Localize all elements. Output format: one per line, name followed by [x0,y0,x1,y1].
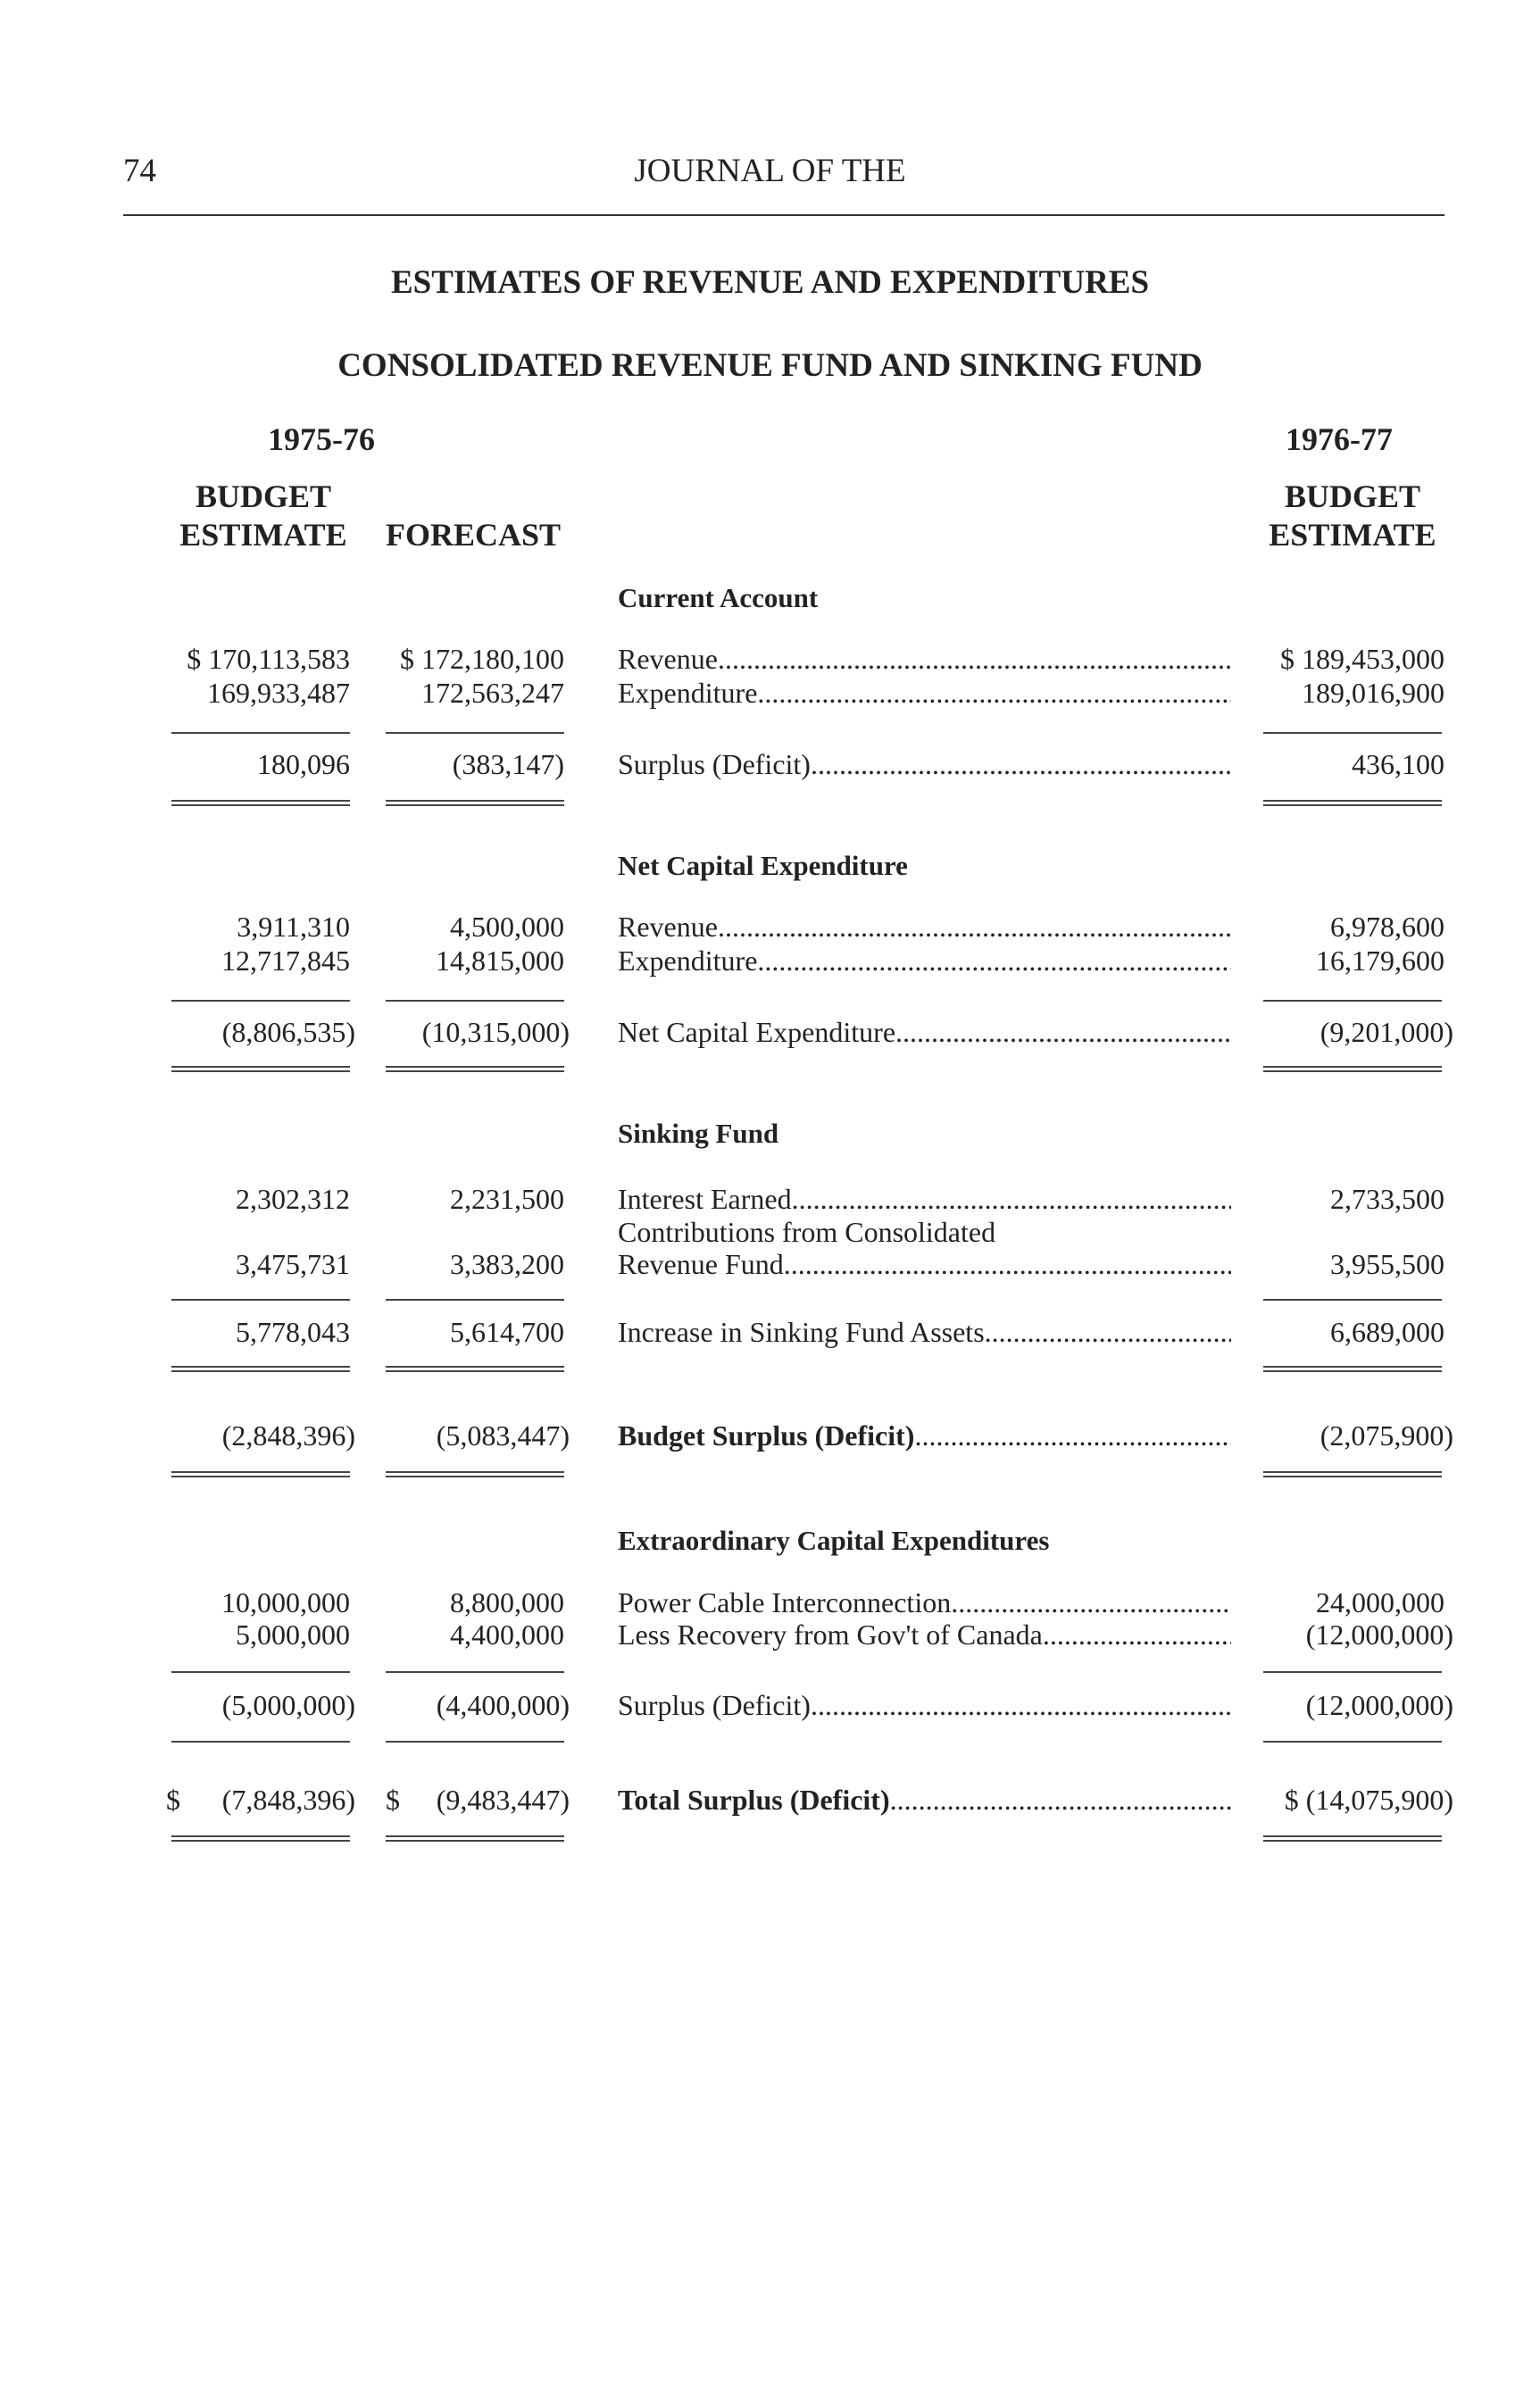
cell-c2: 14,815,000 [436,944,564,977]
col2-header: FORECAST [385,517,562,553]
col3-header-line2: ESTIMATE [1269,517,1436,553]
cell-c2: 8,800,000 [450,1586,564,1618]
cell-c3: 2,733,500 [1330,1183,1444,1215]
running-head: JOURNAL OF THE [634,153,906,189]
cell-c1: 12,717,845 [221,944,350,977]
rule-double [386,800,564,806]
cell-c3: $ (14,075,900) [1284,1784,1453,1816]
cell-c2-currency: $ [386,1784,400,1816]
col1-header-line1: BUDGET [195,478,332,514]
rule-single [1263,1741,1442,1743]
cell-c1: (2,848,396) [221,1419,355,1452]
rule-double [1263,1066,1442,1072]
cell-c3: (12,000,000) [1305,1689,1453,1721]
cell-c3: (9,201,000) [1319,1016,1453,1048]
rule-single [386,732,564,734]
rule-single [386,1671,564,1673]
section-heading-sinking-fund: Sinking Fund [618,1118,779,1149]
cell-c2: (9,483,447) [436,1784,570,1816]
cell-c3: 24,000,000 [1316,1586,1444,1618]
year-1975-76: 1975-76 [268,421,375,457]
cell-c1: 5,778,043 [236,1316,350,1348]
rule-single [171,1299,350,1301]
cell-c3: 6,689,000 [1330,1316,1444,1348]
row-label: Increase in Sinking Fund Assets ..... [618,1316,1231,1349]
cell-c2: (4,400,000) [436,1689,570,1721]
col3-header-line1: BUDGET [1284,478,1421,514]
row-label: Net Capital Expenditure ..... [618,1016,1231,1049]
cell-c1: (5,000,000) [221,1689,355,1721]
rule-double [171,1471,350,1477]
cell-c1: 2,302,312 [236,1183,350,1215]
cell-c3: (2,075,900) [1319,1419,1453,1452]
rule-single [1263,1000,1442,1002]
rule-single [171,1000,350,1002]
cell-c2: 4,500,000 [450,911,564,943]
rule-double [171,800,350,806]
cell-c3: 436,100 [1352,748,1444,780]
rule-double [171,1835,350,1842]
cell-c3: (12,000,000) [1305,1618,1453,1651]
rule-single [171,1741,350,1743]
row-label: Power Cable Interconnection ..... [618,1586,1231,1619]
cell-c1: (7,848,396) [221,1784,355,1816]
rule-double [1263,1471,1442,1477]
cell-c2: 5,614,700 [450,1316,564,1348]
rule-single [386,1299,564,1301]
rule-single [1263,1671,1442,1673]
rule-double [386,1471,564,1477]
cell-c1: 3,475,731 [236,1248,350,1280]
row-label: Total Surplus (Deficit) ..... [618,1784,1231,1817]
cell-c3: 189,016,900 [1302,677,1444,709]
rule-double [386,1366,564,1372]
cell-c1: 3,911,310 [237,911,350,943]
rule-single [171,1671,350,1673]
rule-single [1263,1299,1442,1301]
cell-c2: 4,400,000 [450,1618,564,1651]
row-label: Expenditure ..... [618,944,1231,978]
cell-c2: $ 172,180,100 [400,643,564,675]
row-label: Expenditure ..... [618,677,1231,710]
row-label: Surplus (Deficit) ..... [618,748,1231,781]
cell-c2: 172,563,247 [421,677,564,709]
cell-c1-currency: $ [166,1784,180,1816]
row-label: Budget Surplus (Deficit) ..... [618,1419,1231,1452]
page-number: 74 [123,153,156,189]
cell-c3: 6,978,600 [1330,911,1444,943]
cell-c2: (10,315,000) [421,1016,570,1048]
cell-c3: $ 189,453,000 [1280,643,1444,675]
section-heading-net-capital: Net Capital Expenditure [618,850,908,881]
section-heading-extraordinary: Extraordinary Capital Expenditures [618,1525,1050,1556]
cell-c2: (5,083,447) [436,1419,570,1452]
row-label-line1: Contributions from Consolidated [618,1216,996,1248]
cell-c1: (8,806,535) [221,1016,355,1048]
cell-c1: 5,000,000 [236,1618,350,1651]
rule-single [1263,732,1442,734]
cell-c1: 10,000,000 [221,1586,350,1618]
rule-double [386,1066,564,1072]
cell-c1: $ 170,113,583 [187,643,350,675]
rule-double [171,1066,350,1072]
section-heading-current-account: Current Account [618,582,819,613]
cell-c2: (383,147) [452,748,564,780]
rule-double [1263,1835,1442,1842]
row-label: Less Recovery from Gov't of Canada ..... [618,1618,1231,1652]
cell-c2: 2,231,500 [450,1183,564,1215]
cell-c3: 3,955,500 [1330,1248,1444,1280]
rule-single [386,1741,564,1743]
rule-single [386,1000,564,1002]
cell-c2: 3,383,200 [450,1248,564,1280]
row-label: Revenue ..... [618,911,1231,944]
rule-double [171,1366,350,1372]
rule-single [171,732,350,734]
col1-header-line2: ESTIMATE [179,517,347,553]
header-rule [123,214,1444,216]
rule-double [386,1835,564,1842]
cell-c3: 16,179,600 [1316,944,1444,977]
cell-c1: 169,933,487 [207,677,350,709]
row-label: Revenue Fund ..... [618,1248,1231,1281]
page-title: ESTIMATES OF REVENUE AND EXPENDITURES [390,264,1150,301]
year-1976-77: 1976-77 [1286,421,1393,457]
row-label: Surplus (Deficit) ..... [618,1689,1231,1722]
rule-double [1263,800,1442,806]
row-label: Interest Earned ..... [618,1183,1231,1216]
rule-double [1263,1366,1442,1372]
page-subtitle: CONSOLIDATED REVENUE FUND AND SINKING FUND [337,347,1203,384]
row-label: Revenue ..... [618,643,1231,676]
cell-c1: 180,096 [257,748,350,780]
